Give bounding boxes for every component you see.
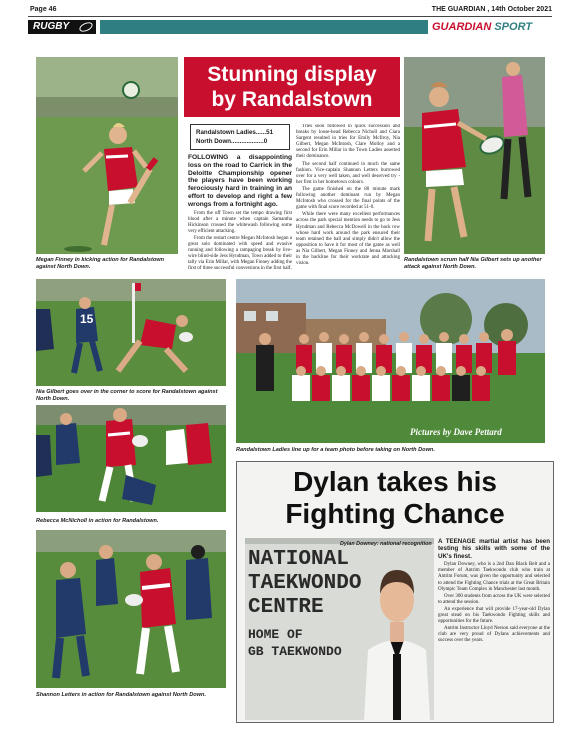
story1-para: From the off Town set the tempo drawing first blood after a minute when captain Samantha Hickinson crossed the whitewash following some very efficient attacking. — [188, 210, 292, 234]
caption-kick: Megan Finney in kicking action for Randalstown against North Down. — [36, 257, 165, 270]
headline-line1: Stunning display — [207, 63, 377, 86]
sign-line: TAEKWONDO — [248, 572, 362, 595]
story1-para: Tries soon followed in quick succession and breaks by loose-head Rebecca Nicholl and Ciara Sargent resulted in tries for Emily McIlroy, Nia Gilbert, Megan McIntosh, Clare Molloy and a second for Erin Millar in the Town Ladies asserted their dominance. — [296, 124, 400, 160]
photo-dylan-portrait — [360, 556, 434, 720]
story1-para: The game finished on the 80 minute mark following another dominant run by Megan McIntosh who crossed for the final points of the game with final score recorded at 51-0. — [296, 186, 400, 211]
caption-dylan: Dylan Downey: national recognition — [340, 541, 432, 547]
headline-line2: by Randalstown — [211, 88, 373, 111]
caption-try: Nia Gilbert goes over in the corner to score for Randalstown against North Down. — [36, 389, 218, 402]
brand-guardian: GUARDIAN — [432, 21, 492, 33]
photo-kick — [36, 57, 178, 254]
masthead-date: THE GUARDIAN , 14th October 2021 — [431, 6, 552, 13]
story2-para: Dylan Downey, who is a 2nd Dan Black Belt and a member of Antrim Taekwondo club who train at Antrim Forum, was given the opportunity and selected to attend the Fighting Chance trials at the Great Britain Olympic Team Complex in Manchester last month. — [438, 562, 550, 592]
headline-dylan-line1: Dylan takes his — [293, 466, 497, 497]
headline-dylan — [236, 466, 554, 530]
story1-column-1 — [188, 154, 292, 286]
brand-logo — [432, 20, 532, 34]
caption-shannon: Shannon Letters in action for Randalstown against North Down. — [36, 692, 206, 698]
sign-line: NATIONAL — [248, 548, 349, 571]
sign-line: CENTRE — [248, 596, 324, 619]
section-tag: RUGBY — [28, 20, 96, 34]
story1-lead: FOLLOWING a disappointing loss on the road to Carrick in the Deloitte Championship opener the players have been working ferociously hard in training in an effort to develop and right a few wrongs from a fortnight ago. — [188, 154, 292, 208]
sign-line: HOME OF — [248, 627, 303, 642]
photo-shannon — [36, 530, 226, 688]
story1-column-2 — [296, 124, 400, 286]
caption-scrumhalf: Randalstown scrum half Nia Gilbert sets up another attack against North Down. — [404, 257, 542, 270]
score-home: Randalstown Ladies......51 — [196, 129, 274, 136]
story2-column — [438, 538, 550, 724]
score-away: North Down...................0 — [196, 138, 268, 145]
story1-para: From the restart centre Megan McIntosh began a great solo dominated with speed and evasive running and following a rampaging break by live-wire blind-side Jess Hyndman, Town added to their tally via Erin Millar, with Megan Finney adding the first of three successful conversions in the first half. — [188, 235, 292, 272]
photo-team — [236, 279, 545, 443]
sign-text — [248, 548, 378, 660]
story2-lead: A TEENAGE martial artist has been testing his skills with some of the UK's finest. — [438, 538, 550, 560]
photo-rebecca — [36, 405, 226, 512]
page-number: Page 46 — [30, 6, 57, 13]
photo-credit: Pictures by Dave Pettard — [410, 427, 502, 437]
score-box — [190, 124, 290, 150]
story2-para: Antrim Instructor Lloyd Nerson said everyone at the club are very proud of Dylans achievements and success over the years. — [438, 626, 550, 644]
photo-try — [36, 279, 226, 386]
headline-dylan-line2: Fighting Chance — [285, 498, 505, 529]
caption-rebecca: Rebecca McNicholl in action for Randalstown. — [36, 518, 159, 524]
story2-para: Over 300 students from across the UK were selected to attend the session. — [438, 593, 550, 605]
brand-sport: SPORT — [494, 21, 533, 33]
story2-para: An experience that will provide 17-year-old Dylan great stead on his Taekwondo Fighting skills and opportunities for the future. — [438, 606, 550, 625]
story1-para: While there were many excellent performances across the park special mention needs to go to Jess Hyndman and Rebecca McDowell in the back row whose hard work around the park ensured their team retained the ball and simply didn't allow the opposition to have it for most of the game as well as Nia Gilbert, Megan Finney and Jenna Marshall in the backline for their workrate and attacking vision. — [296, 212, 400, 267]
sign-line: GB TAEKWONDO — [248, 644, 342, 659]
headline-stunning — [184, 57, 400, 117]
header-rule — [28, 16, 552, 17]
section-bar — [100, 20, 428, 34]
svg-text:15: 15 — [80, 312, 94, 326]
photo-scrumhalf — [404, 57, 545, 254]
caption-team: Randalstown Ladies line up for a team photo before taking on North Down. — [236, 447, 435, 453]
story1-para: The second half continued in much the same fashion. Vice-captain Shannon Letters burrowed over for a very well taken, and well deserved try - her first in her hometown colours. — [296, 161, 400, 185]
